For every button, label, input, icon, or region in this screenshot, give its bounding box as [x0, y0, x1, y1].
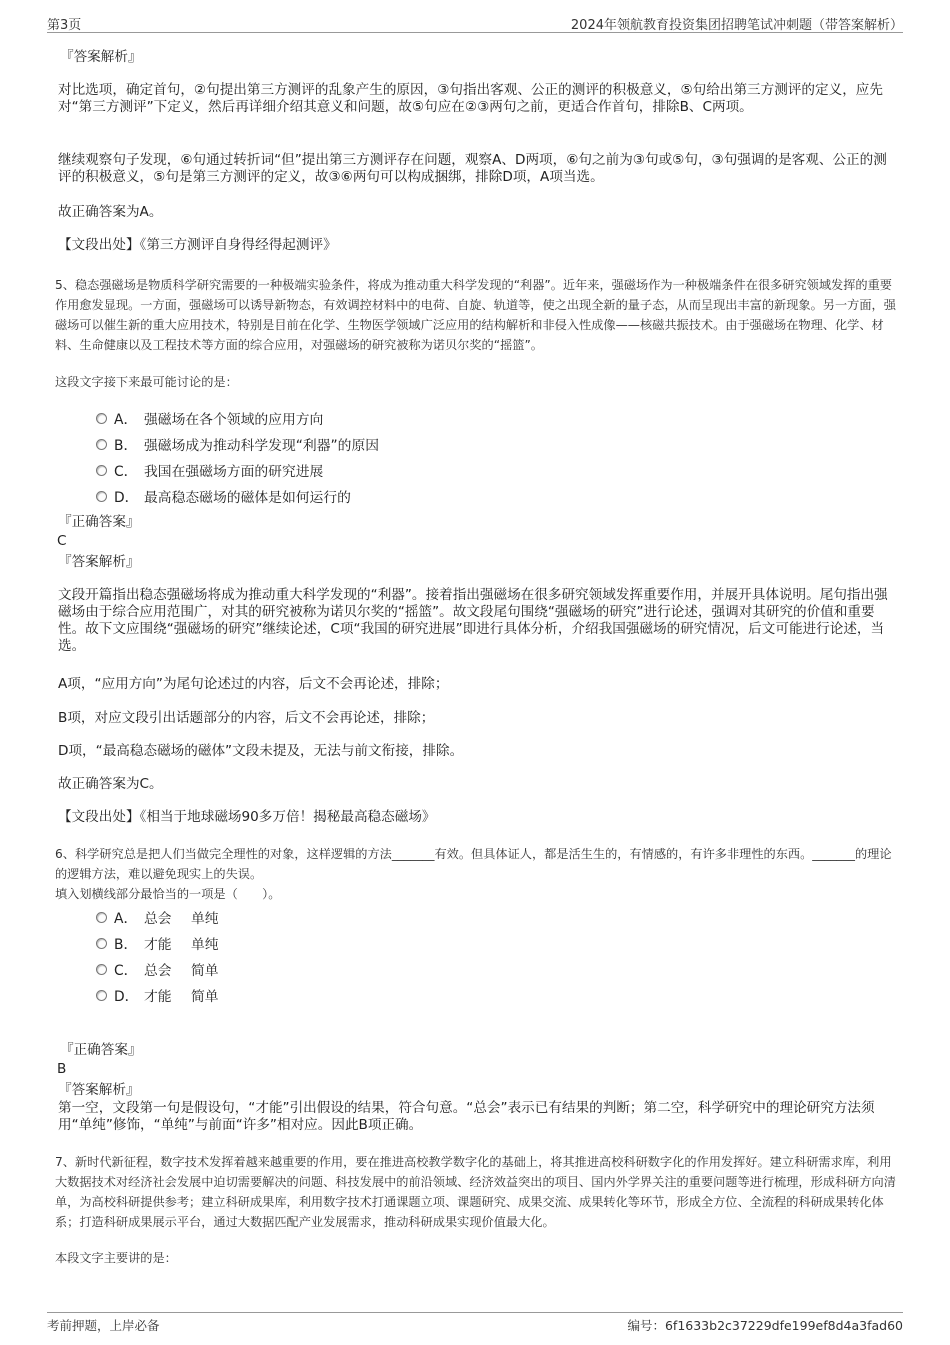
- q5-answer-heading: 『正确答案』: [58, 514, 140, 530]
- q5-analysis-p1: 文段开篇指出稳态强磁场将成为推动重大科学发现的“利器”。接着指出强磁场在很多研究领域发挥重要作用，并展开具体说明。尾句指出强磁场由于综合应用范围广，对其的研究被称为诺贝尔奖的“摇篮”。故文段尾句围绕“强磁场的研究”进行论述，强调对其研究的价值和重要性。故下文应围绕“强磁场的研究”继续论述，C项“我国的研究进展”即进行具体分析，介绍我国强磁场的研究情况，后文可能进行论述，当选。: [58, 587, 888, 654]
- option-label: A．: [114, 412, 138, 428]
- q6-question: 填入划横线部分最恰当的一项是（ ）。: [55, 887, 281, 901]
- radio-icon[interactable]: [96, 491, 107, 502]
- q5-analysis-p4: D项，“最高稳态磁场的磁体”文段未提及，无法与前文衔接，排除。: [58, 743, 464, 759]
- q7-question: 本段文字主要讲的是：: [55, 1251, 177, 1265]
- q5-analysis-heading: 『答案解析』: [58, 554, 140, 570]
- option-text: 强磁场成为推动科学发现“利器”的原因: [144, 438, 380, 454]
- q5-question: 这段文字接下来最可能讨论的是：: [55, 375, 238, 389]
- q4-analysis-heading: 『答案解析』: [60, 49, 142, 65]
- q6-analysis-p1: 第一空，文段第一句是假设句，“才能”引出假设的结果，符合句意。“总会”表示已有结果的判断；第二空，科学研究中的理论研究方法须用“单纯”修饰，“单纯”与前面“许多”相对应。因此B项正确。: [58, 1100, 875, 1133]
- option-text: 最高稳态磁场的磁体是如何运行的: [144, 490, 351, 506]
- q4-source: 【文段出处】《第三方测评自身得经得起测评》: [58, 237, 337, 253]
- option-word-2: 简单: [191, 963, 219, 979]
- q5-source: 【文段出处】《相当于地球磁场90多万倍！揭秘最高稳态磁场》: [58, 809, 436, 825]
- q5-answer: C: [57, 533, 67, 549]
- option-word-2: 单纯: [191, 937, 219, 953]
- page-footer: [47, 1312, 903, 1333]
- q6-answer-heading: 『正确答案』: [60, 1042, 142, 1058]
- option-label: D．: [114, 989, 139, 1005]
- radio-icon[interactable]: [96, 990, 107, 1001]
- q4-analysis-p1: 对比选项，确定首句，②句提出第三方测评的乱象产生的原因，③句指出客观、公正的测评的积极意义，⑤句给出第三方测评的定义，应先对“第三方测评”下定义，然后再详细介绍其意义和问题，故⑤句应在②③两句之前，更适合作首句，排除B、C两项。: [58, 82, 883, 115]
- q6-analysis-heading: 『答案解析』: [58, 1082, 140, 1098]
- option-text: 我国在强磁场方面的研究进展: [144, 464, 324, 480]
- option-word-2: 简单: [191, 989, 219, 1005]
- q5-stem: 5、稳态强磁场是物质科学研究需要的一种极端实验条件，将成为推动重大科学发现的“利器”。近年来，强磁场作为一种极端条件在很多研究领域发挥的重要作用愈发显现。一方面，强磁场可以诱导新物态，有效调控材料中的电荷、自旋、轨道等，使之出现全新的量子态，从而呈现出丰富的新现象。另一方面，强磁场可以催生新的重大应用技术，特别是目前在化学、生物医学领域广泛应用的结构解析和非侵入性成像——核磁共振技术。由于强磁场在物理、化学、材料、生命健康以及工程技术等方面的综合应用，对强磁场的研究被称为诺贝尔奖的“摇篮”。: [55, 278, 896, 352]
- option-text: 强磁场在各个领域的应用方向: [144, 412, 324, 428]
- page-header: [47, 12, 903, 33]
- option-word-1: 才能: [144, 989, 172, 1005]
- option-label: C．: [114, 464, 138, 480]
- radio-icon[interactable]: [96, 465, 107, 476]
- footer-slogan: 考前押题，上岸必备: [47, 1318, 160, 1333]
- option-label: C．: [114, 963, 138, 979]
- q6-answer: B: [57, 1061, 67, 1077]
- option-word-1: 总会: [144, 911, 172, 927]
- q5-analysis-p2: A项，“应用方向”为尾句论述过的内容，后文不会再论述，排除；: [58, 676, 449, 692]
- radio-icon[interactable]: [96, 413, 107, 424]
- option-label: D．: [114, 490, 139, 506]
- radio-icon[interactable]: [96, 964, 107, 975]
- q5-answer-line: 故正确答案为C。: [58, 776, 163, 792]
- q7-stem: 7、新时代新征程，数字技术发挥着越来越重要的作用，要在推进高校教学数字化的基础上，将其推进高校科研数字化的作用发挥好。建立科研需求库，利用大数据技术对经济社会发展中迫切需要解决的问题、科技发展中的前沿领域、经济效益突出的项目、国内外学界关注的重要问题等进行梳理，形成科研方向清单，为高校科研提供参考；建立科研成果库，利用数字技术打通课题立项、课题研究、成果交流、成果转化等环节，形成全方位、全流程的科研成果转化体系；打造科研成果展示平台，通过大数据匹配产业发展需求，推动科研成果实现价值最大化。: [55, 1155, 896, 1229]
- option-word-1: 才能: [144, 937, 172, 953]
- option-label: B．: [114, 438, 138, 454]
- option-word-1: 总会: [144, 963, 172, 979]
- page-number: 第3页: [47, 18, 82, 33]
- q4-answer-line: 故正确答案为A。: [58, 204, 163, 220]
- document-code: 编号：6f1633b2c37229dfe199ef8d4a3fad60: [627, 1318, 903, 1333]
- option-label: B．: [114, 937, 138, 953]
- radio-icon[interactable]: [96, 938, 107, 949]
- radio-icon[interactable]: [96, 912, 107, 923]
- q4-analysis-p2: 继续观察句子发现，⑥句通过转折词“但”提出第三方测评存在问题，观察A、D两项，⑥句之前为③句或⑤句，③句强调的是客观、公正的测评的积极意义，⑤句是第三方测评的定义，故③⑥两句可以构成捆绑，排除D项，A项当选。: [58, 152, 887, 185]
- q6-stem: 6、科学研究总是把人们当做完全理性的对象，这样逻辑的方法_______有效。但具体证人，都是活生生的，有情感的，有许多非理性的东西。_______的理论的逻辑方法，难以避免现实上的失误。: [55, 847, 892, 881]
- radio-icon[interactable]: [96, 439, 107, 450]
- option-label: A．: [114, 911, 138, 927]
- document-title: 2024年领航教育投资集团招聘笔试冲刺题（带答案解析）: [570, 18, 903, 33]
- option-word-2: 单纯: [191, 911, 219, 927]
- q5-analysis-p3: B项，对应文段引出话题部分的内容，后文不会再论述，排除；: [58, 710, 435, 726]
